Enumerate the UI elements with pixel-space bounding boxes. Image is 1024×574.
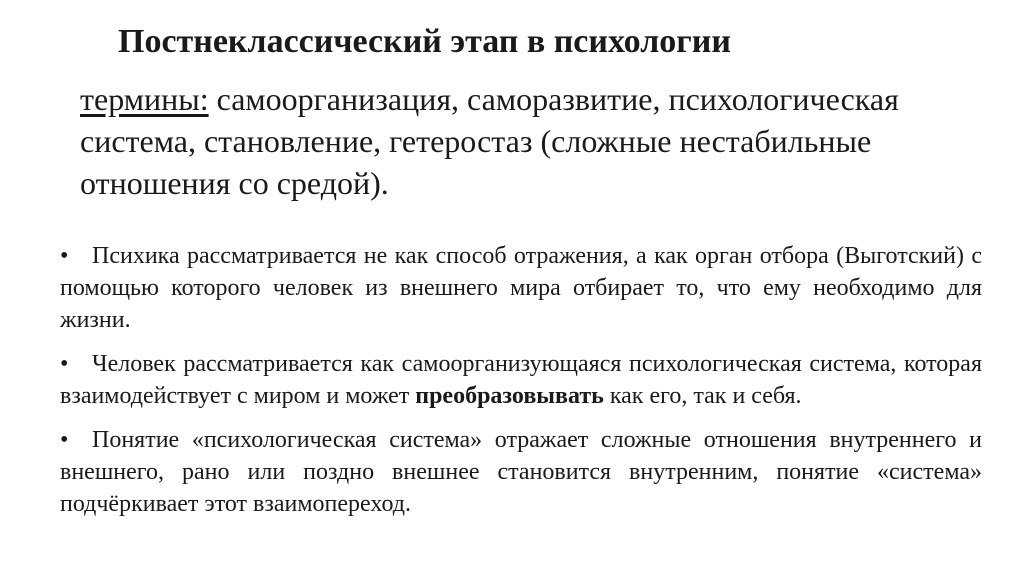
terms-paragraph [80,78,980,204]
bullet-marker: • [60,351,69,377]
bullet-text: Понятие «психологическая система» отражает сложные отношения внутреннего и внешнего, рано или поздно внешнее становится внутренним, понятие «система» подчёркивает этот взаимопереход. [60,427,982,517]
bullet-bold-text: преобразовывать [415,383,604,409]
bullet-item [60,348,982,412]
bullet-list [60,240,982,532]
bullet-marker: • [60,427,69,453]
bullet-item [60,424,982,520]
terms-text: самоорганизация, саморазвитие, психологическая система, становление, гетеростаз (сложные нестабильные отношения со средой). [80,81,899,201]
slide-title: Постнеклассический этап в психологии [118,23,731,60]
bullet-item [60,240,982,336]
terms-label: термины: [80,81,209,117]
bullet-text: Человек рассматривается как самоорганизующаяся психологическая система, которая взаимодействует с миром и может [60,351,982,409]
bullet-text: Психика рассматривается не как способ отражения, а как орган отбора (Выготский) с помощью которого человек из внешнего мира отбирает то, что ему необходимо для жизни. [60,243,982,333]
bullet-marker: • [60,243,69,269]
bullet-text-after: как его, так и себя. [603,383,802,409]
